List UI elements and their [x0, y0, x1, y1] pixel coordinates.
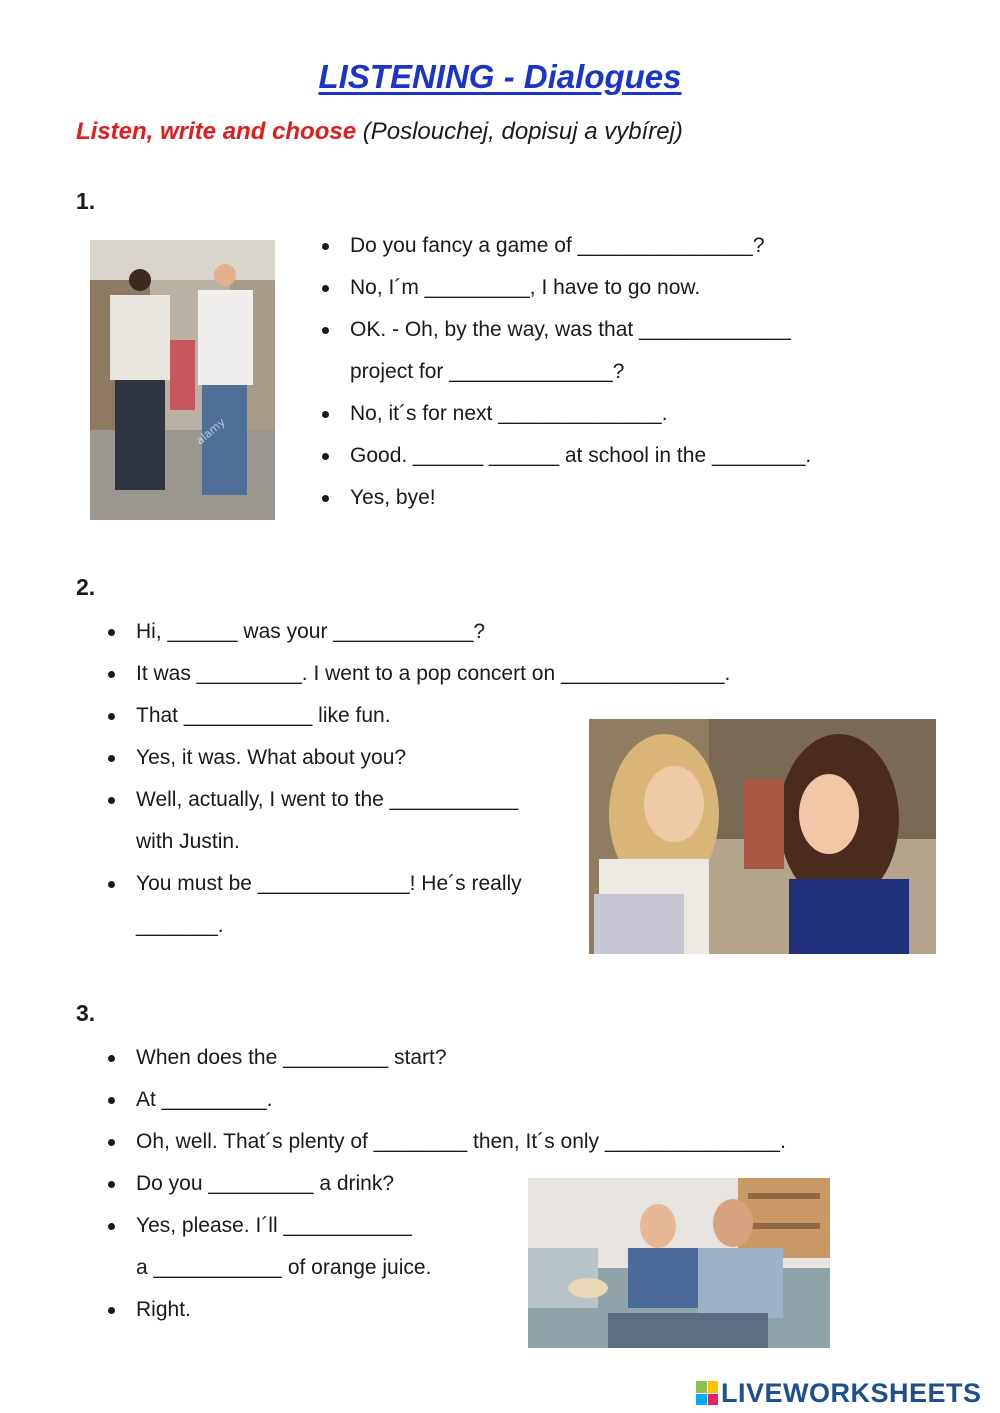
- photo-students-walking: [90, 240, 275, 520]
- list-item: [350, 400, 811, 442]
- list-item: [136, 618, 730, 660]
- bullet-icon: [108, 1139, 115, 1146]
- line-text: _______.: [136, 914, 224, 937]
- line-text: Yes, it was. What about you?: [136, 746, 407, 769]
- bullet-icon: [322, 327, 329, 334]
- line-text: Do you _________ a drink?: [136, 1172, 395, 1195]
- line-text: At _________.: [136, 1088, 273, 1111]
- bullet-icon: [108, 1055, 115, 1062]
- bullet-icon: [108, 1097, 115, 1104]
- line-text: with Justin.: [136, 830, 240, 853]
- photo-girls-talking: [589, 719, 936, 954]
- bullet-icon: [322, 453, 329, 460]
- list-item: [136, 660, 730, 702]
- page-title: LISTENING - Dialogues: [318, 58, 682, 95]
- line-text: Right.: [136, 1298, 191, 1321]
- instruction: [76, 118, 683, 146]
- bullet-icon: [322, 411, 329, 418]
- liveworksheets-logo: [696, 1378, 982, 1408]
- line-text: It was _________. I went to a pop concert on ______________.: [136, 662, 731, 685]
- list-item: [136, 1086, 786, 1128]
- line-text: project for ______________?: [350, 360, 625, 383]
- line-text: Oh, well. That´s plenty of ________ then, It´s only _______________.: [136, 1130, 786, 1153]
- bullet-icon: [108, 1181, 115, 1188]
- list-item: [350, 274, 811, 316]
- instruction-note: (Poslouchej, dopisuj a vybírej): [362, 118, 683, 145]
- line-text: That ___________ like fun.: [136, 704, 391, 727]
- line-text: Hi, ______ was your ____________?: [136, 620, 486, 643]
- instruction-highlight: Listen, write and choose: [76, 118, 357, 145]
- bullet-icon: [108, 1223, 115, 1230]
- section-2-number: 2.: [76, 574, 96, 600]
- bullet-icon: [108, 755, 115, 762]
- list-item: [350, 484, 811, 526]
- line-text: No, it´s for next ______________.: [350, 402, 668, 425]
- section-1-number: 1.: [76, 188, 96, 214]
- list-item: [350, 316, 811, 358]
- line-text: You must be _____________! He´s really: [136, 872, 522, 895]
- list-item: [350, 442, 811, 484]
- watermark: alamy: [193, 415, 228, 448]
- line-text: OK. - Oh, by the way, was that _____________: [350, 318, 791, 341]
- bullet-icon: [322, 243, 329, 250]
- logo-text: LIVEWORKSHEETS: [721, 1377, 982, 1408]
- line-text: a ___________ of orange juice.: [136, 1256, 432, 1279]
- line-text: No, I´m _________, I have to go now.: [350, 276, 701, 299]
- list-item: [136, 1044, 786, 1086]
- list-item: [136, 1128, 786, 1170]
- bullet-icon: [108, 1307, 115, 1314]
- section-1-lines: [350, 232, 811, 526]
- line-text: Yes, please. I´ll ___________: [136, 1214, 412, 1237]
- line-text: Do you fancy a game of _______________?: [350, 234, 765, 257]
- list-item: [350, 232, 811, 274]
- photo-father-son-sofa: [528, 1178, 830, 1348]
- section-3-number: 3.: [76, 1000, 96, 1026]
- bullet-icon: [322, 285, 329, 292]
- line-text: Good. ______ ______ at school in the ________.: [350, 444, 812, 467]
- liveworksheets-logo-icon: [696, 1381, 718, 1405]
- bullet-icon: [108, 713, 115, 720]
- line-text: When does the _________ start?: [136, 1046, 447, 1069]
- line-text: Well, actually, I went to the ___________: [136, 788, 519, 811]
- bullet-icon: [108, 629, 115, 636]
- bullet-icon: [108, 671, 115, 678]
- bullet-icon: [322, 495, 329, 502]
- bullet-icon: [108, 797, 115, 804]
- bullet-icon: [108, 881, 115, 888]
- list-item: [350, 358, 811, 400]
- line-text: Yes, bye!: [350, 486, 436, 509]
